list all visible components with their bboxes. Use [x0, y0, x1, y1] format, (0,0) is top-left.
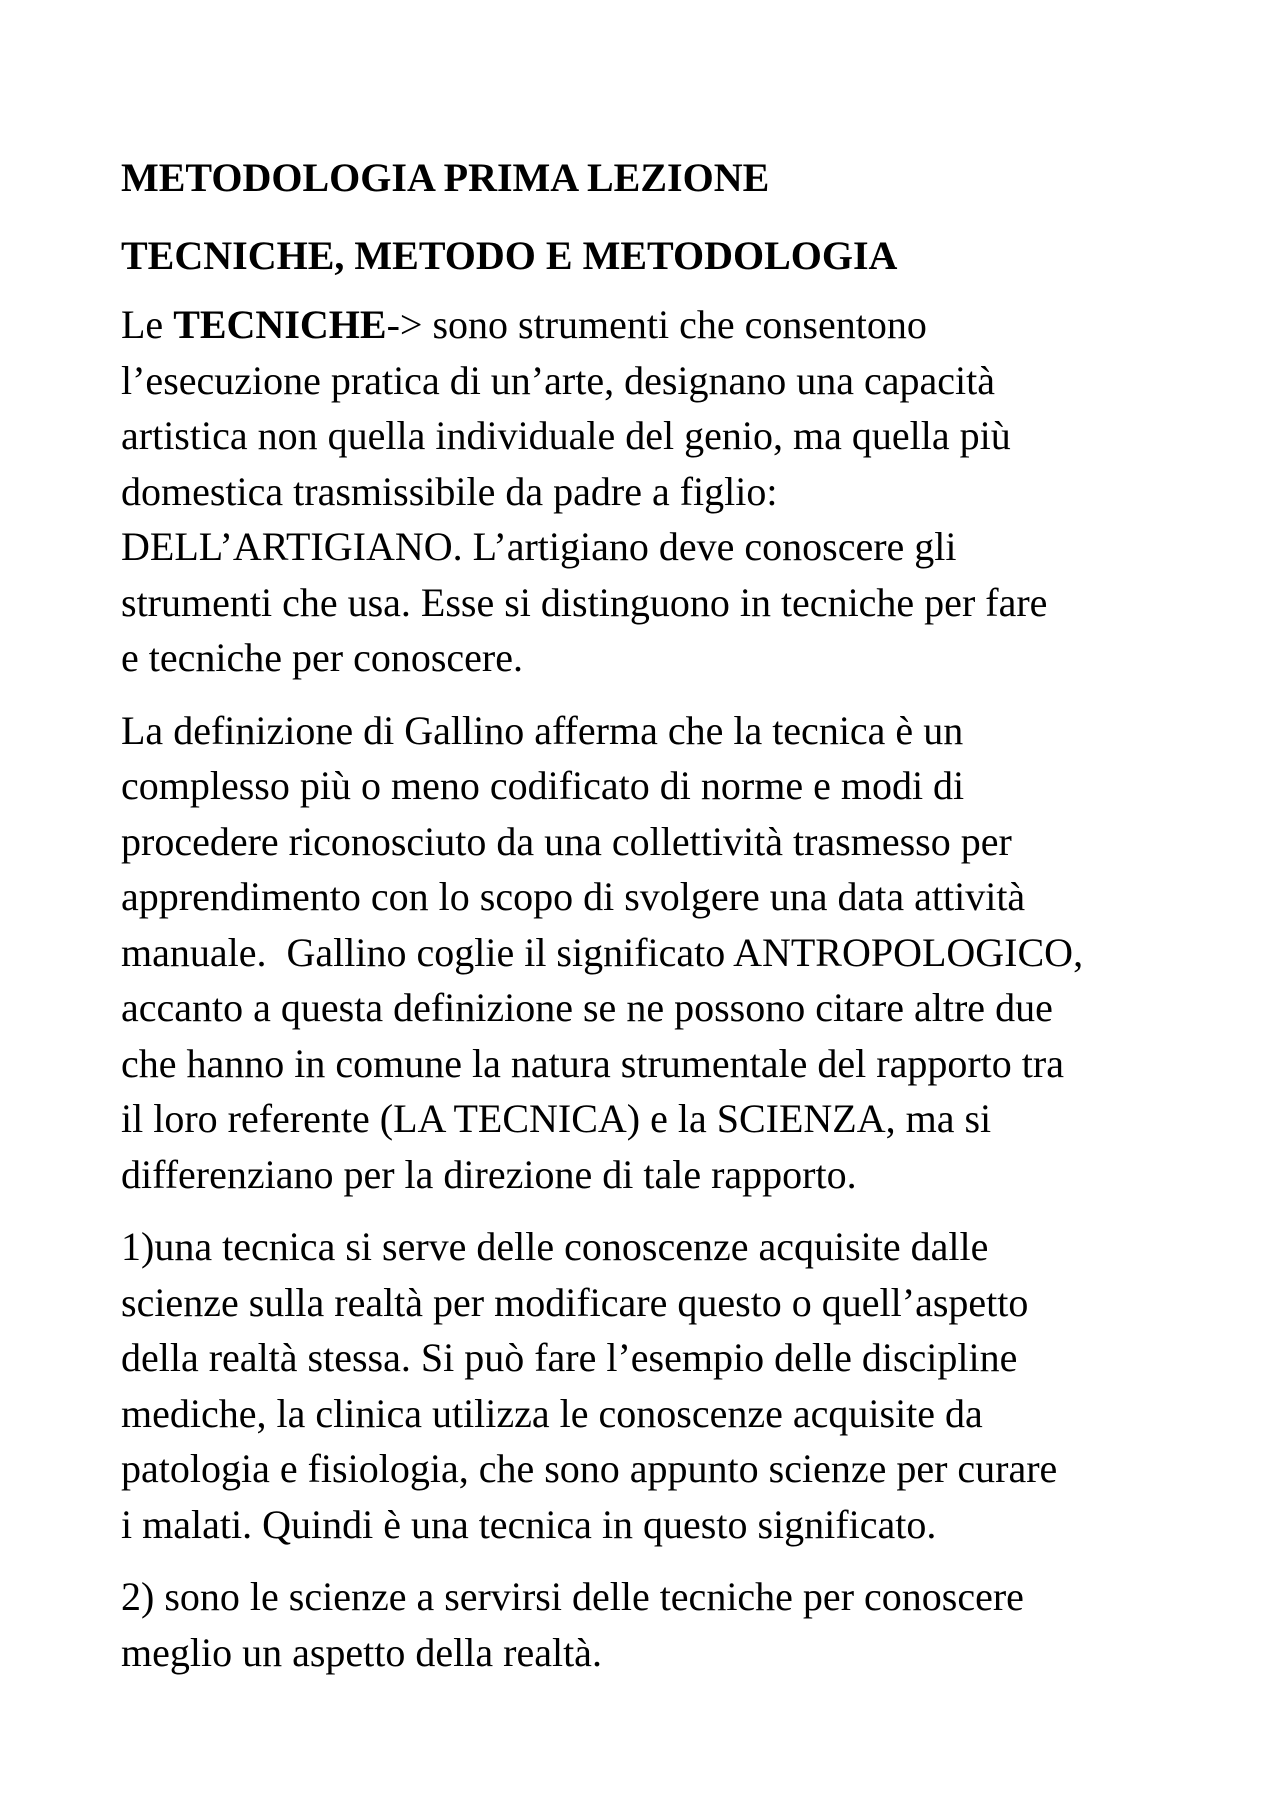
paragraph-line: artistica non quella individuale del genio, ma quella più: [121, 413, 1011, 458]
paragraph-line: 1)una tecnica si serve delle conoscenze acquisite dalle: [121, 1224, 989, 1269]
paragraph-line: i malati. Quindi è una tecnica in questo significato.: [121, 1501, 937, 1547]
paragraph-line: e tecniche per conoscere.: [121, 635, 523, 680]
paragraph-line: 2) sono le scienze a servirsi delle tecniche per conoscere: [121, 1574, 1024, 1619]
document-subtitle: TECNICHE, METODO E METODOLOGIA: [121, 233, 898, 278]
paragraph-line: che hanno in comune la natura strumentale del rapporto tra: [121, 1040, 1064, 1086]
paragraph-line: il loro referente (LA TECNICA) e la SCIENZA, ma si: [121, 1096, 992, 1141]
paragraph-line: complesso più o meno codificato di norme e modi di: [121, 763, 965, 808]
paragraph-line: differenziano per la direzione di tale rapporto.: [121, 1151, 857, 1197]
paragraph-line: strumenti che usa. Esse si distinguono in tecniche per fare: [121, 579, 1048, 625]
paragraph-line-text: -> sono strumenti che consentono: [386, 302, 927, 347]
paragraph-line: manuale. Gallino coglie il significato ANTROPOLOGICO,: [121, 929, 1084, 975]
paragraph-line: apprendimento con lo scopo di svolgere una data attività: [121, 874, 1026, 919]
paragraph-line: meglio un aspetto della realtà.: [121, 1629, 602, 1675]
paragraph-line: patologia e fisiologia, che sono appunto scienze per curare: [121, 1446, 1058, 1491]
paragraph-tecniche: [121, 297, 1181, 686]
paragraph-line: La definizione di Gallino afferma che la tecnica è un: [121, 707, 964, 753]
paragraph-line: accanto a questa definizione se ne possono citare altre due: [121, 985, 1053, 1030]
paragraph-line: mediche, la clinica utilizza le conoscenze acquisite da: [121, 1390, 983, 1436]
paragraph-line: l’esecuzione pratica di un’arte, designano una capacità: [121, 357, 996, 403]
paragraph-line: [121, 297, 1181, 353]
term-tecniche: TECNICHE: [173, 302, 387, 347]
document-body: [121, 150, 1181, 1697]
paragraph-point-2: [121, 1569, 1181, 1680]
paragraph-point-1: [121, 1219, 1181, 1552]
paragraph-line: DELL’ARTIGIANO. L’artigiano deve conoscere gli: [121, 524, 957, 569]
paragraph-prefix: Le: [121, 302, 174, 347]
paragraph-line: scienze sulla realtà per modificare questo o quell’aspetto: [121, 1279, 1029, 1325]
paragraph-line: domestica trasmissibile da padre a figlio:: [121, 468, 778, 514]
document-title: METODOLOGIA PRIMA LEZIONE: [121, 155, 770, 200]
paragraph-line: procedere riconosciuto da una collettività trasmesso per: [121, 818, 1012, 864]
paragraph-gallino: [121, 703, 1181, 1203]
paragraph-line: della realtà stessa. Si può fare l’esempio delle discipline: [121, 1335, 1018, 1380]
